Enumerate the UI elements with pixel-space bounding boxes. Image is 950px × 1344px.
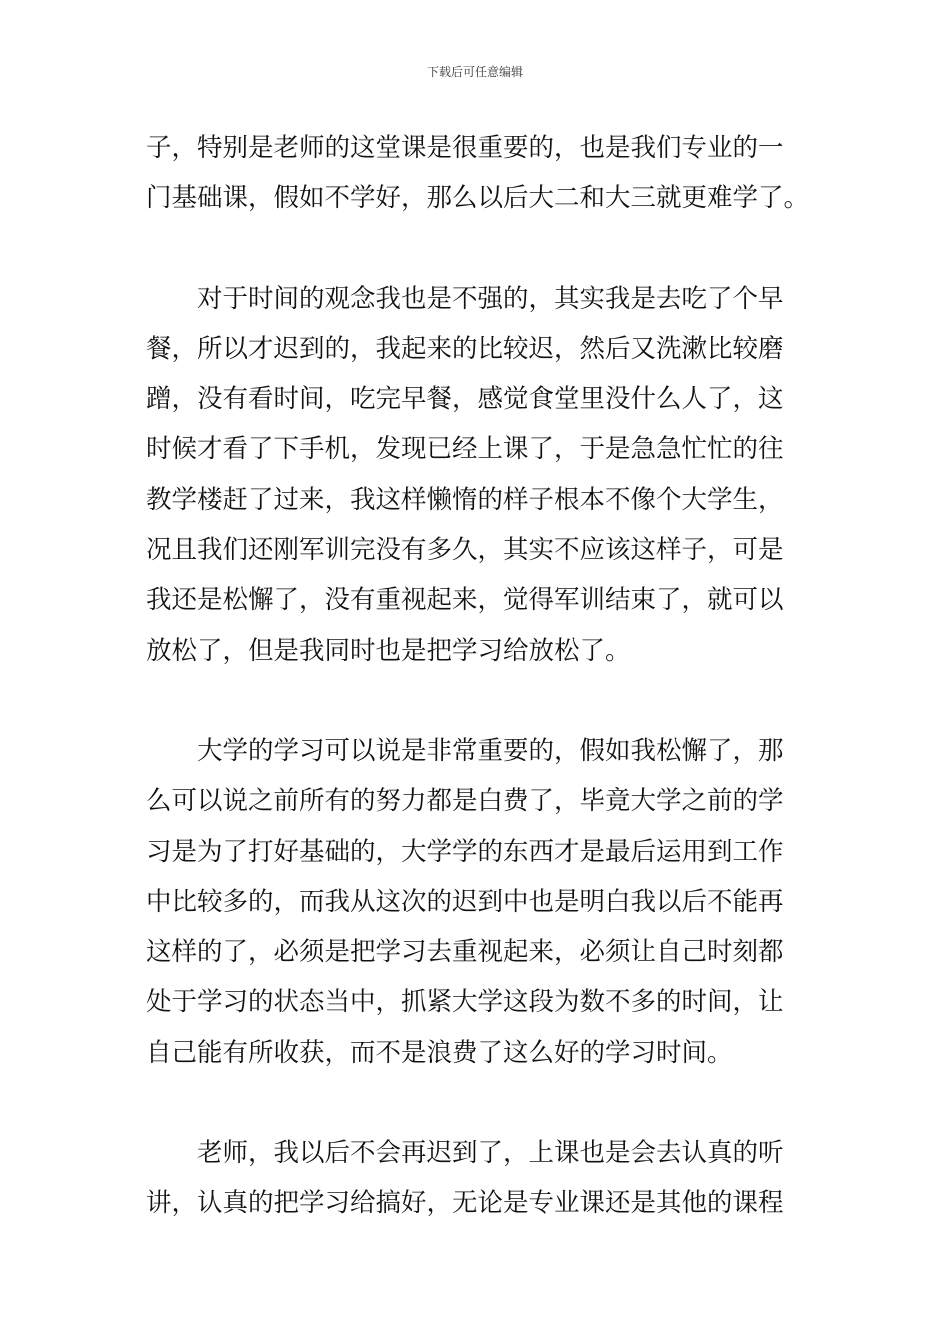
page-header: 下载后可任意编辑 (426, 65, 523, 79)
text-line: 教学楼赶了过来，我这样懒惰的样子根本不像个大学生， (146, 484, 784, 515)
text-line: 大学的学习可以说是非常重要的，假如我松懈了，那 (197, 735, 784, 766)
text-line: 这样的了，必须是把学习去重视起来，必须让自己时刻都 (146, 937, 784, 968)
paragraph-3 (146, 726, 808, 1078)
text-line: 习是为了打好基础的，大学学的东西才是最后运用到工作 (146, 836, 784, 867)
text-line: 餐，所以才迟到的，我起来的比较迟，然后又洗漱比较磨 (146, 333, 784, 364)
text-line: 中比较多的，而我从这次的迟到中也是明白我以后不能再 (146, 886, 784, 917)
paragraph-1 (146, 123, 808, 224)
text-line: 我还是松懈了，没有重视起来，觉得军训结束了，就可以 (146, 585, 784, 616)
paragraph-4 (146, 1128, 808, 1229)
text-line: 讲，认真的把学习给搞好，无论是专业课还是其他的课程 (146, 1188, 784, 1219)
text-line: 门基础课，假如不学好，那么以后大二和大三就更难学了。 (146, 183, 810, 214)
text-line: 自己能有所收获，而不是浪费了这么好的学习时间。 (146, 1037, 733, 1068)
text-line: 处于学习的状态当中，抓紧大学这段为数不多的时间，让 (146, 987, 784, 1018)
text-line: 子，特别是老师的这堂课是很重要的，也是我们专业的一 (146, 133, 784, 163)
text-line: 么可以说之前所有的努力都是白费了，毕竟大学之前的学 (146, 786, 784, 817)
document-body (146, 123, 808, 1229)
text-line: 蹭，没有看时间，吃完早餐，感觉食堂里没什么人了，这 (146, 384, 784, 415)
text-line: 老师，我以后不会再迟到了，上课也是会去认真的听 (197, 1138, 784, 1169)
text-line: 放松了，但是我同时也是把学习给放松了。 (146, 635, 631, 666)
text-line: 时候才看了下手机，发现已经上课了，于是急急忙忙的往 (146, 434, 784, 465)
text-line: 对于时间的观念我也是不强的，其实我是去吃了个早 (197, 283, 784, 314)
paragraph-2 (146, 274, 808, 676)
text-line: 况且我们还刚军训完没有多久，其实不应该这样子，可是 (146, 535, 784, 566)
